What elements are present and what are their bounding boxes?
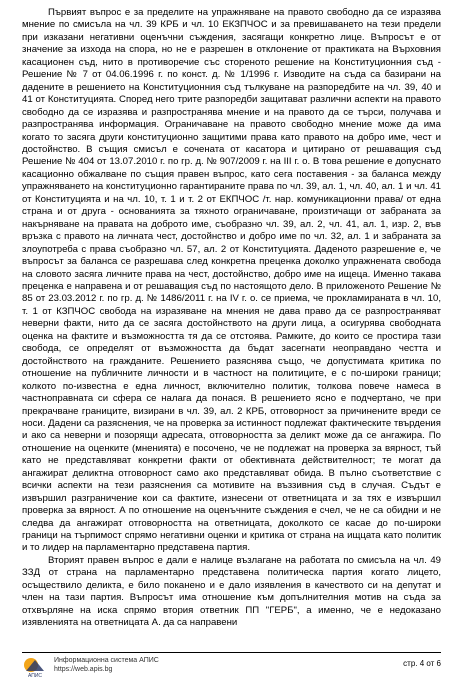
paragraph-second-question: Вторият правен въпрос е дали е налице възлагане на работата по смисъла на чл. 49 ЗЗД от страна на парламентарно представена политическа партия когато лицето, осъществило деликта, е било поканено и е дало изявления в качеството си на депутат и член на тази партия. Въпросът има отношение към допълнителния мотив на съда за отхвърляне на иска спрямо втория ответник ПП "ГЕРБ", а именно, че е недоказано изявленията на ответницата А. да са направени — [22, 554, 441, 629]
apis-logo-icon — [22, 656, 48, 678]
footer-system-name: Информационна система АПИС — [54, 657, 159, 664]
footer-info — [54, 656, 159, 674]
footer-divider — [22, 652, 441, 653]
paragraph-first-question: Първият въпрос е за пределите на упражняване на правото свободно да се изразява мнение по смисъла на чл. 39 КРБ и чл. 10 ЕКЗПЧОС и за превишаването на тези предели при изказани негативни оценъчни съждения, засягащи конкретно лице. Въпросът е от значение за изхода на спора, но не е разрешен в отклонение от практиката на Върховния касационен съд, нито в противоречие със стореното решение на Конституционния съд - Решение № 7 от 04.06.1996 г. по конст. д. № 1/1996 г. Изводите на съда са базирани на дадените в решението на Конституционния съд тълкуване на разпоредбите на чл. 39, 40 и 41 от Конституцията. Според него трите разпоредби защитават различни аспекти на правото свободно да се изразява и разпространява мнение и на правото да се търси, получава и разпространява информация. Ограничаване на правото свободно мнение може да има когато то засяга други конституционно защитими права като правото на добро име, чест и достойнство. В същия смисъл е сочената от касатора и цитирано от решаващия съд Решение № 404 от 13.07.2010 г. по гр. д. № 907/2009 г. на III г. о. В това решение е допуснато касационно обжалване по същия правен въпрос, като сега поставения - за баланса между упражняването на конституционно гарантираните права по чл. 39, ал. 1, чл. 40, ал. 1 и чл. 41 от Конституцията и на чл. 10, т. 1 и т. 2 от ЕКПЧОС /т. нар. комуникационни права/ от една страна и от друга - основанията за тяхното ограничаване, произтичащи от забраната за накърняване на правата на доброто име, съобразно чл. 39, ал. 2, чл. 41, ал. 1, изр. 2, във връзка с правото на личната чест, достойнство и добро име по чл. 32, ал. 1 и забраната за злоупотреба с права съобразно чл. 57, ал. 2 от Конституцията. Даденото разрешение е, че въпросът за баланса се разрешава след конкретна преценка доколко упражнената свобода на словото засяга личните права на чест, достойнство, добро име на ищеца. Именно такава преценка е направена и от решаващия съд по настоящото дело. В приложеното Решение № 85 от 23.03.2012 г. по гр. д. № 1486/2011 г. на IV г. о. се приема, че прокламираната в чл. 10, т. 1 от КЗПЧОС свобода на изразяване на мнения не дава право да се разпространяват неверни факти, нито да се засяга достойнството на други лица, а осигурява свободната оценка на фактите и възможността тя да се отстоява. Рамките, до които се простира тази свобода, се определят от възможността да бъдат засегнати неоправдано честта и достойнството на гражданите. Решението разяснява също, че допустимата критика по отношение на публичните личности и в частност на политиците, е с по-широки граници; колкото по-известна е една личност, включително политик, толкова повече намеса в частнoправната си сфера се налага да понася. В решението ясно е подчертано, че при прекрачване границите, визирани в чл. 39, ал. 2 КРБ, отговорност за причинените вреди се носи. Дадени са разяснения, че на проверка за истинност подлежат фактическите твърдения и ако са неверни и позорящи адресата, отговорността за деликт може да се ангажира. По отношение на оценките (мненията) е посочено, че не подлежат на проверка за вярност, тъй като не представляват конкретни факти от обективната действителност; те могат да ангажират деликтна отговорност само ако представляват обида. В пълно съответствие с всички аспекти на тези разяснения са мотивите на въззивния съд в случая. Съдът е извършил разграничение кои са фактите, изнесени от ответницата и за тях е извършил проверка за вярност. А по отношение на оценъчните съждения е счел, че не са обидни и не следва да ангажират отговорността на ответницата, доколкото се касае до по-широки граници на търпимост спрямо негативни оценки и критика от страна на ищцата като политик и то лидер на парламентарно представена партия. — [22, 7, 441, 554]
apis-logo-text: АПИС — [27, 673, 43, 678]
footer-url[interactable]: https://web.apis.bg — [54, 666, 113, 673]
document-body — [22, 7, 441, 630]
page-indicator: стр. 4 от 6 — [403, 659, 441, 668]
